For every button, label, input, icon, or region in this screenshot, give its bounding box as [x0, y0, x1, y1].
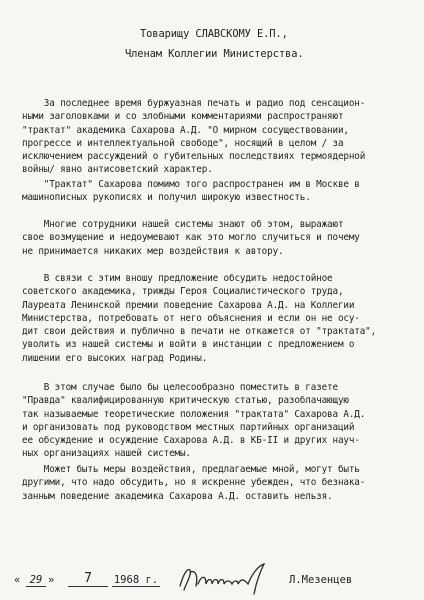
text-line: В этом случае было бы целесообразно поместить в газете: [22, 382, 338, 393]
text-line: "Правда" квалифицированную критическую статью, разоблачающую: [22, 395, 349, 407]
paragraph-3: [22, 218, 414, 258]
text-line: Министерства, потребовать от него объяснения и если он не осу-: [22, 312, 360, 324]
text-line: другими, что надо обсудить, но я искренне убежден, что безнака-: [22, 477, 366, 489]
paragraph-1: [22, 97, 414, 177]
handwritten-signature: [176, 562, 282, 596]
addressee-line-2: Членам Коллегии Министерства.: [125, 48, 304, 60]
text-line: занным поведение академика Сахарова А.Д. оставить нельзя.: [22, 490, 333, 502]
date-month: 7: [68, 571, 108, 587]
addressee-line-1: Товарищу СЛАВСКОМУ Е.П.,: [140, 28, 288, 40]
date-day: 29: [26, 574, 46, 587]
text-line: и организовать под руководством местных партийных организаций: [22, 421, 355, 433]
date-quote-open: «: [14, 574, 21, 586]
paragraph-2: [22, 178, 414, 205]
text-line: Может быть меры воздействия, предлагаемые мной, могут быть: [22, 464, 360, 475]
text-line: свое возмущение и недоумевают как это могло случиться и почему: [22, 232, 360, 244]
text-line: исключением рассуждений о губительных последствиях термоядерной: [22, 151, 366, 163]
paragraph-6: [22, 463, 414, 503]
text-line: ее обсуждение и осуждение Сахарова А.Д. в КБ-II и других науч-: [22, 435, 360, 447]
text-line: войны/ явно антисоветский характер.: [22, 164, 213, 176]
text-line: За последнее время буржуазная печать и радио под сенсацион-: [22, 98, 366, 109]
text-line: машинописных рукописях и получил широкую известность.: [22, 192, 311, 204]
text-line: ных организациях нашей системы.: [22, 448, 191, 460]
text-line: прогрессе и интеллектуальной свободе", носящий в целом / за: [22, 137, 344, 149]
footer: [0, 570, 424, 594]
text-line: В связи с этим вношу предложение обсудить недостойное: [22, 273, 333, 284]
signatory-name: Л.Мезенцев: [289, 574, 353, 586]
text-line: дит свои действия и публично в печати не откажется от "трактата",: [22, 326, 377, 338]
text-line: "трактат" академика Сахарова А.Д. "О мирном сосуществовании,: [22, 124, 349, 136]
date-quote-close: »: [48, 574, 55, 586]
text-line: ными заголовками и со злобными комментариями распространяют: [22, 111, 344, 123]
date-year: 1968 г.: [113, 574, 159, 586]
text-line: "Трактат" Сахарова помимо того распространен им в Москве в: [22, 179, 360, 190]
text-line: так называемые теоретические положения "трактата" Сахарова А.Д.: [22, 408, 366, 420]
text-line: лишении его высоких наград Родины.: [22, 352, 208, 364]
text-line: уволить из нашей системы и войти в инстанции с предложением о: [22, 339, 355, 351]
paragraph-4: [22, 272, 414, 365]
text-line: не принимается никаких мер воздействия к автору.: [22, 245, 284, 257]
text-line: Лауреата Ленинской премии поведение Сахарова А.Д. на Коллегии: [22, 299, 355, 311]
text-line: советского академика, трижды Героя Социалистического труда,: [22, 286, 344, 298]
text-line: Многие сотрудники нашей системы знают об этом, выражают: [22, 219, 344, 230]
paragraph-5: [22, 381, 414, 461]
